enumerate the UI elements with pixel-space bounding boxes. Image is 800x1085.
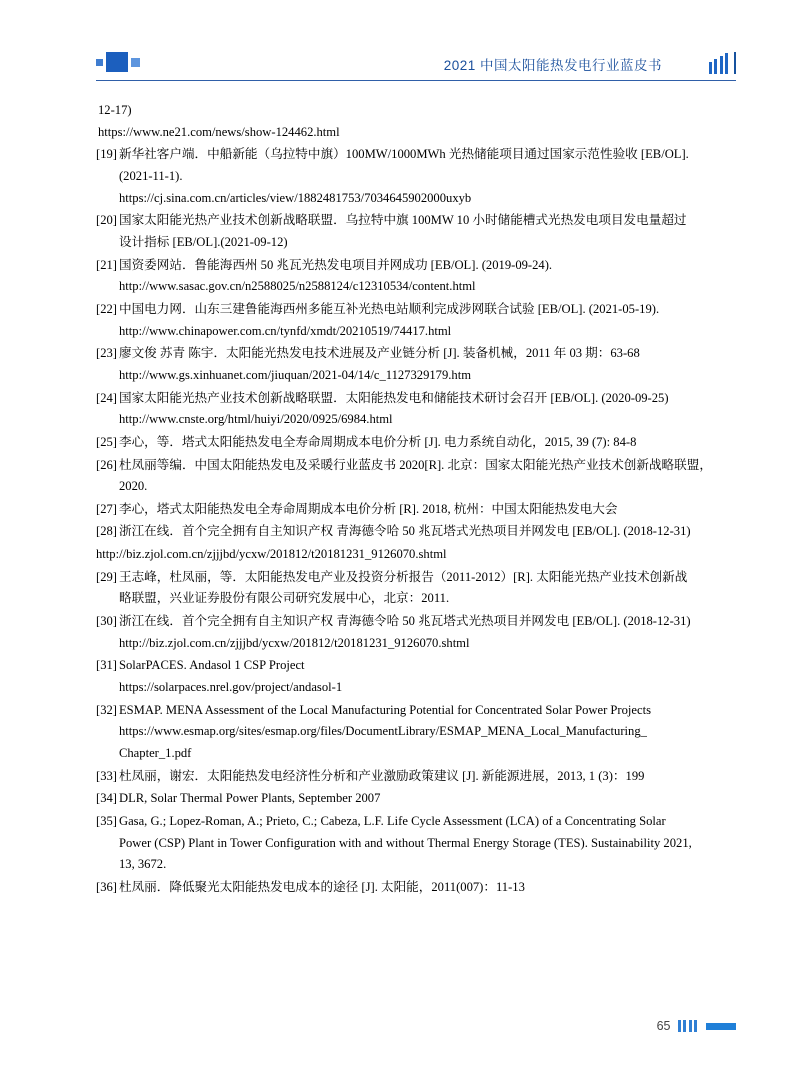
reference-number: [28] [96, 524, 117, 539]
header-title: 2021 中国太阳能热发电行业蓝皮书 [443, 58, 662, 73]
reference-url[interactable]: http://biz.zjol.com.cn/zjjjbd/ycxw/201812/t20181231_9126070.shtml [118, 635, 470, 650]
reference-url[interactable]: https://cj.sina.com.cn/articles/view/1882481753/7034645902000uxyb [118, 190, 472, 205]
reference-url[interactable]: http://www.chinapower.com.cn/tynfd/xmdt/20210519/74417.html [118, 323, 452, 338]
header-decoration-right-icon [709, 52, 737, 74]
header-divider [96, 80, 736, 81]
reference-text: 12-17) https://www.ne21.com/news/show-124462.html [98, 100, 744, 143]
reference-entry [96, 343, 744, 386]
reference-number: [22] [96, 301, 117, 316]
reference-entry [96, 388, 744, 431]
reference-text: DLR, Solar Thermal Power Plants, September 2007 [118, 791, 381, 806]
reference-number: [35] [96, 814, 117, 828]
reference-text: 中国电力网．山东三建鲁能海西州多能互补光热电站顺利完成涉网联合试验 [EB/OL]. (2021-05-19). http://www.chinapower.com.cn/tynfd/xmdt/20210519/74417.html [119, 299, 744, 342]
reference-entry [96, 521, 744, 543]
reference-number: [36] [96, 879, 117, 894]
reference-entry [96, 432, 744, 454]
reference-number: [19] [96, 147, 117, 162]
reference-entry [96, 210, 744, 253]
reference-url[interactable]: http://www.gs.xinhuanet.com/jiuquan/2021-04/14/c_1127329179.htm [118, 367, 471, 382]
reference-entry [96, 655, 744, 698]
reference-number: [27] [96, 501, 117, 516]
reference-entry [96, 611, 744, 654]
reference-url[interactable]: https://www.ne21.com/news/show-124462.html [98, 124, 340, 139]
reference-text: 廖文俊 苏青 陈宇．太阳能光热发电技术进展及产业链分析 [J]. 装备机械，2011 年 03 期：63-68 http://www.gs.xinhuanet.com/jiuquan/2021-04/14/c_1127329179.htm [119, 343, 744, 386]
reference-number: [26] [96, 457, 117, 472]
footer-decoration-icon [678, 1020, 698, 1032]
page-number: 65 [656, 1019, 671, 1033]
reference-entry [96, 788, 744, 810]
reference-entry [96, 299, 744, 342]
reference-entry [96, 700, 744, 765]
reference-entry [96, 567, 744, 610]
reference-text: 新华社客户端．中船新能（乌拉特中旗）100MW/1000MWh 光热储能项目通过国家示范性验收 [EB/OL]. (2021-11-1). https://cj.sina.com.cn/articles/view/1882481753/7034645902000uxyb [119, 144, 744, 209]
reference-entry [96, 877, 744, 899]
reference-number: [31] [96, 658, 117, 673]
footer-bar-icon [706, 1023, 736, 1030]
page-header [96, 44, 736, 82]
reference-text: 浙江在线．首个完全拥有自主知识产权 青海德令哈 50 兆瓦塔式光热项目并网发电 [EB/OL]. (2018-12-31) http://biz.zjol.com.cn/zjjjbd/ycxw/201812/t20181231_9126070.shtml [119, 611, 744, 654]
reference-text: 杜凤丽，谢宏．太阳能热发电经济性分析和产业激励政策建议 [J]. 新能源进展，2013, 1 (3)：199 [118, 768, 645, 783]
reference-text: SolarPACES. Andasol 1 CSP Project https://solarpaces.nrel.gov/project/andasol-1 [119, 655, 744, 698]
reference-number: [30] [96, 614, 117, 629]
reference-number: [23] [96, 346, 117, 361]
reference-url-continuation[interactable]: http://biz.zjol.com.cn/zjjjbd/ycxw/201812/t20181231_9126070.shtml [96, 547, 447, 562]
reference-number: [20] [96, 213, 117, 228]
reference-text: 国资委网站．鲁能海西州 50 兆瓦光热发电项目并网成功 [EB/OL]. (2019-09-24). http://www.sasac.gov.cn/n2588025/n2588124/c12310534/content.html [119, 255, 744, 298]
reference-text: 国家太阳能光热产业技术创新战略联盟．乌拉特中旗 100MW 10 小时储能槽式光热发电项目发电量超过 设计指标 [EB/OL].(2021-09-12) [118, 213, 687, 249]
reference-text: 国家太阳能光热产业技术创新战略联盟．太阳能热发电和储能技术研讨会召开 [EB/OL]. (2020-09-25) http://www.cnste.org/html/huiyi/2020/0925/6984.html [119, 388, 744, 431]
reference-entry [96, 811, 744, 876]
reference-url[interactable]: http://www.cnste.org/html/huiyi/2020/0925/6984.html [118, 412, 393, 427]
reference-url[interactable]: http://www.sasac.gov.cn/n2588025/n2588124/c12310534/content.html [118, 279, 476, 294]
reference-number: [29] [96, 569, 117, 584]
reference-number: [21] [96, 257, 117, 272]
reference-number: [24] [96, 390, 117, 405]
reference-text: 杜凤丽等编．中国太阳能热发电及采暖行业蓝皮书 2020[R]. 北京：国家太阳能光热产业技术创新战略联盟， 2020. [118, 457, 712, 494]
reference-number: [32] [96, 702, 117, 717]
reference-text: Gasa, G.; Lopez-Roman, A.; Prieto, C.; Cabeza, L.F. Life Cycle Assessment (LCA) of a Concentrating Solar Power (CSP) Plant in Tower Configuration with and without Thermal Energy Storage (TES). Sustainability 2021, 13, 3672. [118, 814, 692, 872]
reference-text: 王志峰，杜凤丽，等．太阳能热发电产业及投资分析报告（2011-2012）[R]. 太阳能光热产业技术创新战 略联盟，兴业证券股份有限公司研究发展中心，北京：2011. [118, 569, 688, 606]
reference-entry [96, 766, 744, 788]
reference-entry [96, 455, 744, 498]
reference-text: 李心，等．塔式太阳能热发电全寿命周期成本电价分析 [J]. 电力系统自动化，2015, 39 (7): 84-8 [118, 434, 637, 449]
reference-entry [96, 100, 744, 143]
reference-text: ESMAP. MENA Assessment of the Local Manufacturing Potential for Concentrated Solar Power Projects https://www.esmap.org/sites/esmap.org/files/DocumentLibrary/ESMAP_MENA_Local_Manufacturing_ Chapter_1.pdf [119, 700, 744, 765]
page-footer [657, 1019, 736, 1033]
reference-text: 李心，塔式太阳能热发电全寿命周期成本电价分析 [R]. 2018, 杭州：中国太阳能热发电大会 [118, 501, 618, 516]
reference-number: [25] [96, 434, 117, 449]
header-decoration-left-icon [96, 52, 140, 72]
reference-entry [96, 144, 744, 209]
reference-number: [34] [96, 791, 117, 806]
reference-url[interactable]: https://solarpaces.nrel.gov/project/andasol-1 [118, 680, 343, 695]
reference-text: 杜凤丽．降低聚光太阳能热发电成本的途径 [J]. 太阳能，2011(007)：11-13 [118, 879, 525, 894]
reference-entry [96, 499, 744, 521]
reference-number: [33] [96, 768, 117, 783]
reference-text: 浙江在线．首个完全拥有自主知识产权 青海德令哈 50 兆瓦塔式光热项目并网发电 [EB/OL]. (2018-12-31) [118, 524, 691, 539]
reference-url[interactable]: https://www.esmap.org/sites/esmap.org/files/DocumentLibrary/ESMAP_MENA_Local_Manufacturing_ [118, 724, 647, 739]
reference-entry [96, 255, 744, 298]
reference-list [96, 100, 744, 901]
